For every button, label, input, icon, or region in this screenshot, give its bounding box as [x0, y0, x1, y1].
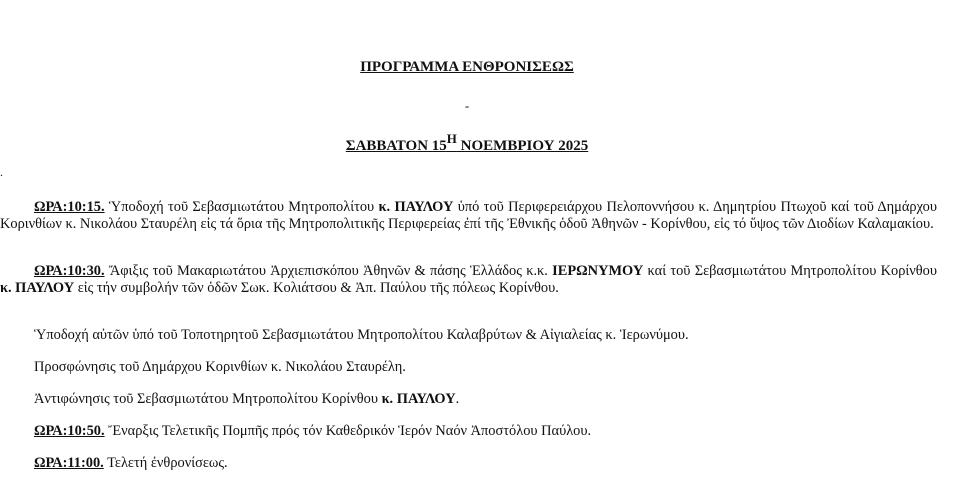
- honoree-name: κ. ΠΑΥΛΟΥ: [381, 391, 456, 407]
- stray-mark: .: [0, 165, 3, 179]
- honoree-name: κ. ΠΑΥΛΟΥ: [0, 280, 75, 297]
- program-item-1030: [0, 263, 937, 298]
- program-item-1050: [0, 423, 937, 440]
- item-text: Ἄφιξις τοῦ Μακαριωτάτου Ἀρχιεπισκόπου Ἀθηνῶν & πάσης Ἑλλάδος κ.κ.: [104, 263, 553, 279]
- time-label: ΩΡΑ:10:30.: [34, 263, 105, 279]
- date-prefix: ΣΑΒΒΑΤΟΝ 15: [345, 138, 447, 154]
- item-text: Ὑποδοχή τοῦ Σεβασμιωτάτου Μητροπολίτου: [104, 199, 379, 215]
- item-text: εἰς τήν συμβολήν τῶν ὁδῶν Σωκ. Κολιάτσου & Ἀπ. Παύλου τῆς πόλεως Κορίνθου.: [74, 280, 559, 297]
- item-text: Ἔναρξις Τελετικῆς Πομπῆς πρός τόν Καθεδρικόν Ἱερόν Ναόν Ἀποστόλου Παύλου.: [104, 423, 592, 439]
- item-text: καί τοῦ Σεβασμιωτάτου Μητροπολίτου Κορίνθου: [643, 263, 937, 279]
- item-text: .: [455, 391, 460, 407]
- time-label: ΩΡΑ:10:15.: [34, 199, 105, 215]
- date-superscript: Η: [446, 131, 457, 146]
- program-item-response: [0, 391, 937, 408]
- item-text: Ἀντιφώνησις τοῦ Σεβασμιωτάτου Μητροπολίτου Κορίνθου: [34, 391, 382, 407]
- program-item-reception: [0, 327, 937, 344]
- program-item-address: [0, 359, 937, 376]
- honoree-name: ΙΕΡΩΝΥΜΟΥ: [552, 263, 644, 279]
- item-text: Τελετή ἐνθρονίσεως.: [103, 455, 228, 471]
- item-text: Προσφώνησις τοῦ Δημάρχου Κορινθίων κ. Νικολάου Σταυρέλη.: [34, 359, 406, 375]
- program-item-1015: [0, 199, 937, 234]
- honoree-name: κ. ΠΑΥΛΟΥ: [378, 199, 454, 215]
- document-title: ΠΡΟΓΡΑΜΜΑ ΕΝΘΡΟΝΙΣΕΩΣ: [360, 59, 574, 75]
- item-text: ὑπό τοῦ Περιφερειάρχου Πελοποννήσου κ. Δημητρίου Πτωχοῦ καί τοῦ Δημάρχου Κορινθίων κ. Νικολάου Σταυρέλη εἰς τά ὅρια τῆς Μητροπολιτικῆς Περιφερείας ἐπί τῆς Ἐθνικῆς ὁδοῦ Ἀθηνῶν - Κορίνθου, εἰς τό ὕψος τῶν Διοδίων Καλαμακίου.: [0, 199, 937, 233]
- time-label: ΩΡΑ:11:00.: [34, 455, 104, 471]
- item-text: Ὑποδοχή αὐτῶν ὑπό τοῦ Τοποτηρητοῦ Σεβασμιωτάτου Μητροπολίτου Καλαβρύτων & Αἰγιαλείας κ. Ἱερωνύμου.: [34, 327, 689, 343]
- event-date: [0, 132, 934, 155]
- time-label: ΩΡΑ:10:50.: [34, 423, 105, 439]
- title-separator: -: [464, 98, 470, 113]
- program-item-1100: [0, 455, 937, 472]
- date-suffix: ΝΟΕΜΒΡΙΟΥ 2025: [456, 138, 589, 154]
